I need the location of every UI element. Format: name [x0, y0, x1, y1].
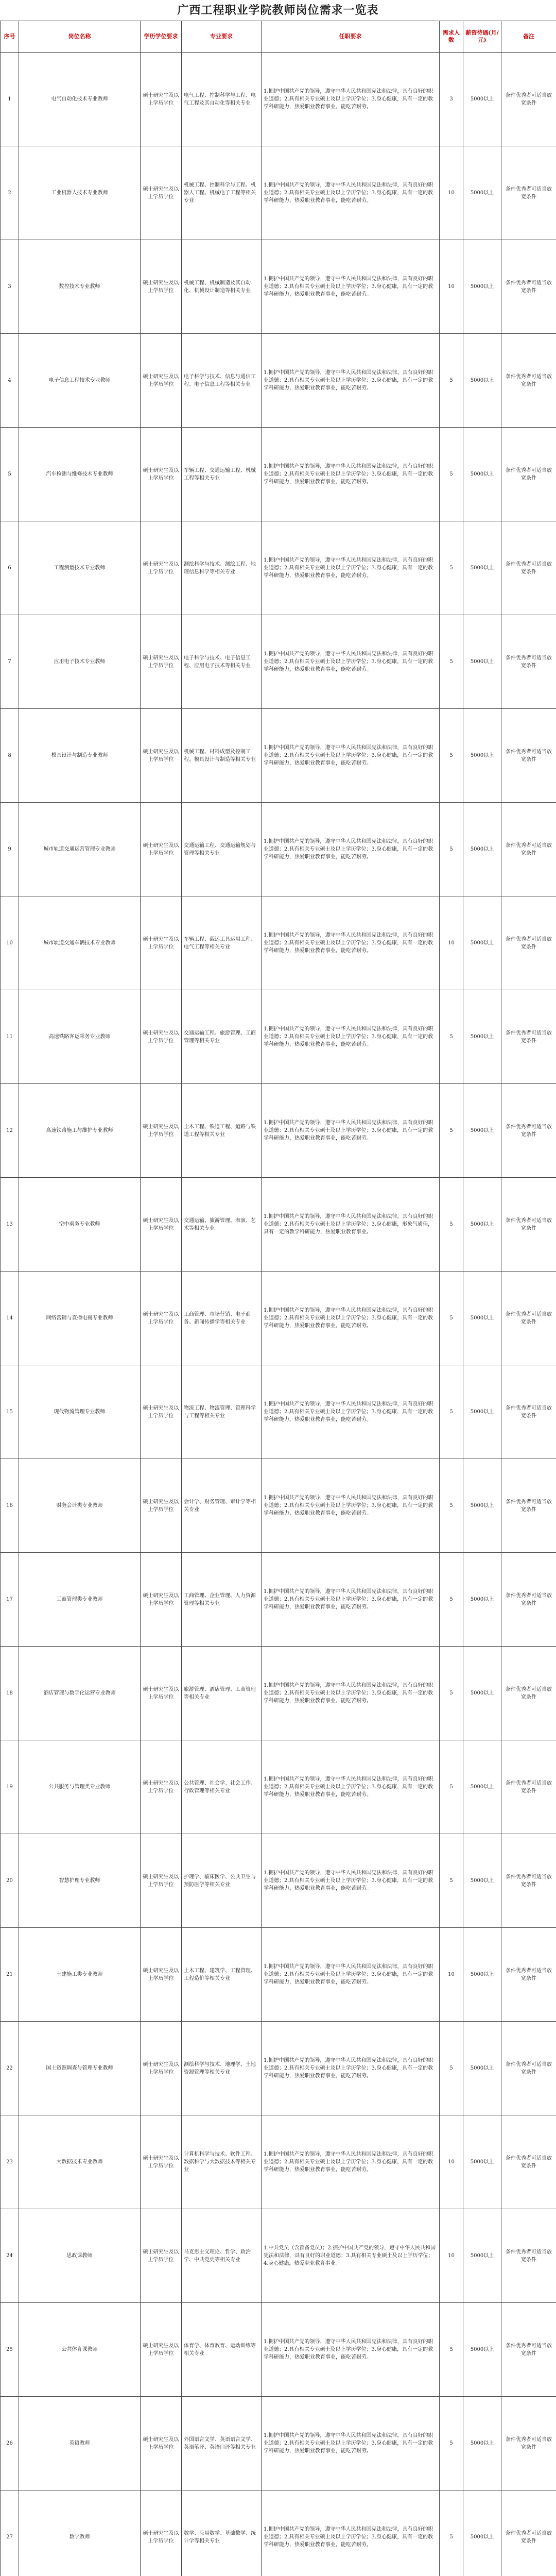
- cell-remark: 条件优秀者可适当放宽条件: [501, 2490, 556, 2576]
- cell-headcount: 5: [440, 1834, 463, 1928]
- cell-number: 14: [1, 1272, 19, 1365]
- cell-number: 19: [1, 1740, 19, 1834]
- cell-post: 大数据技术专业教师: [19, 2115, 141, 2209]
- cell-remark: 条件优秀者可适当放宽条件: [501, 1272, 556, 1365]
- cell-number: 1: [1, 53, 19, 146]
- cell-major: 外国语言文学、英语语言文学、英语笔译、英语口译等相关专业: [182, 2397, 262, 2490]
- cell-headcount: 5: [440, 1740, 463, 1834]
- cell-post: 城市轨道交通运营管理专业教师: [19, 803, 141, 896]
- cell-major: 体育学、体育教育、运动训练等相关专业: [182, 2303, 262, 2397]
- cell-post: 智慧护理专业教师: [19, 1834, 141, 1928]
- cell-post: 工程测量技术专业教师: [19, 521, 141, 615]
- cell-headcount: 5: [440, 2303, 463, 2397]
- table-row: [1, 1740, 556, 1834]
- cell-remark: 条件优秀者可适当放宽条件: [501, 1647, 556, 1740]
- cell-number: 24: [1, 2209, 19, 2303]
- table-row: [1, 1084, 556, 1178]
- table-row: [1, 2397, 556, 2490]
- cell-remark: 条件优秀者可适当放宽条件: [501, 896, 556, 990]
- cell-requirements: 1.拥护中国共产党的领导，遵守中华人民共和国宪法和法律，具有良好的职业道德；2.具有相关专业硕士及以上学历学位；3.身心健康，具有一定的教学科研能力，热爱职业教育事业，能吃苦耐劳。: [262, 2397, 440, 2490]
- cell-requirements: 1.拥护中国共产党的领导，遵守中华人民共和国宪法和法律，具有良好的职业道德；2.具有相关专业硕士及以上学历学位；3.身心健康，具有一定的教学科研能力，热爱职业教育事业，能吃苦耐劳。: [262, 1553, 440, 1647]
- cell-headcount: 5: [440, 990, 463, 1084]
- cell-headcount: 10: [440, 1928, 463, 2022]
- cell-post: 公共服务与管理类专业教师: [19, 1740, 141, 1834]
- cell-post: 土建施工类专业教师: [19, 1928, 141, 2022]
- cell-salary: 5000以上: [463, 240, 501, 334]
- cell-requirements: 1.拥护中国共产党的领导，遵守中华人民共和国宪法和法律，具有良好的职业道德；2.具有相关专业硕士及以上学历学位；3.身心健康，具有一定的教学科研能力，热爱职业教育事业，能吃苦耐劳。: [262, 1084, 440, 1178]
- cell-headcount: 5: [440, 521, 463, 615]
- cell-salary: 5000以上: [463, 896, 501, 990]
- cell-remark: 条件优秀者可适当放宽条件: [501, 1553, 556, 1647]
- cell-remark: 条件优秀者可适当放宽条件: [501, 709, 556, 803]
- cell-salary: 5000以上: [463, 1647, 501, 1740]
- cell-salary: 5000以上: [463, 990, 501, 1084]
- cell-post: 工商管理类专业教师: [19, 1553, 141, 1647]
- table-row: [1, 2209, 556, 2303]
- cell-post: 英语教师: [19, 2397, 141, 2490]
- cell-salary: 5000以上: [463, 1928, 501, 2022]
- cell-remark: 条件优秀者可适当放宽条件: [501, 1365, 556, 1459]
- cell-post: 电气自动化技术专业教师: [19, 53, 141, 146]
- cell-post: 思政课教师: [19, 2209, 141, 2303]
- table-row: [1, 1928, 556, 2022]
- cell-education: 硕士研究生及以上学历学位: [141, 1084, 182, 1178]
- cell-headcount: 10: [440, 2209, 463, 2303]
- cell-education: 硕士研究生及以上学历学位: [141, 1647, 182, 1740]
- cell-number: 9: [1, 803, 19, 896]
- cell-major: 测绘科学与技术、地理学、土地资源管理等相关专业: [182, 2022, 262, 2115]
- cell-major: 工商管理、企业管理、人力资源管理等相关专业: [182, 1553, 262, 1647]
- cell-remark: 条件优秀者可适当放宽条件: [501, 334, 556, 428]
- cell-headcount: 5: [440, 1553, 463, 1647]
- cell-education: 硕士研究生及以上学历学位: [141, 2490, 182, 2576]
- cell-number: 8: [1, 709, 19, 803]
- cell-salary: 5000以上: [463, 709, 501, 803]
- table-row: [1, 1272, 556, 1365]
- cell-education: 硕士研究生及以上学历学位: [141, 1272, 182, 1365]
- cell-requirements: 1.拥护中国共产党的领导，遵守中华人民共和国宪法和法律，具有良好的职业道德；2.具有相关专业硕士及以上学历学位；3.身心健康，具有一定的教学科研能力，热爱职业教育事业，能吃苦耐劳。: [262, 53, 440, 146]
- cell-requirements: 1.拥护中国共产党的领导，遵守中华人民共和国宪法和法律，具有良好的职业道德；2.具有相关专业硕士及以上学历学位；3.身心健康，具有一定的教学科研能力，热爱职业教育事业，能吃苦耐劳。: [262, 2490, 440, 2576]
- cell-salary: 5000以上: [463, 2209, 501, 2303]
- cell-headcount: 5: [440, 1365, 463, 1459]
- cell-education: 硕士研究生及以上学历学位: [141, 521, 182, 615]
- table-row: [1, 521, 556, 615]
- cell-requirements: 1.中共党员（含预备党员）；2.拥护中国共产党的领导，遵守中华人民共和国宪法和法律，具有良好的职业道德；3.具有相关专业硕士及以上学历学位；4.身心健康，热爱职业教育事业。: [262, 2209, 440, 2303]
- cell-number: 18: [1, 1647, 19, 1740]
- cell-remark: 条件优秀者可适当放宽条件: [501, 1178, 556, 1272]
- cell-salary: 5000以上: [463, 1459, 501, 1553]
- recruitment-table: [0, 21, 556, 2576]
- cell-major: 土木工程、建筑学、工程管理、工程造价等相关专业: [182, 1928, 262, 2022]
- cell-salary: 5000以上: [463, 521, 501, 615]
- cell-headcount: 5: [440, 1459, 463, 1553]
- cell-education: 硕士研究生及以上学历学位: [141, 1928, 182, 2022]
- cell-salary: 5000以上: [463, 1553, 501, 1647]
- cell-major: 数学、应用数学、基础数学、统计学等相关专业: [182, 2490, 262, 2576]
- cell-remark: 条件优秀者可适当放宽条件: [501, 2303, 556, 2397]
- table-row: [1, 896, 556, 990]
- cell-education: 硕士研究生及以上学历学位: [141, 2397, 182, 2490]
- cell-headcount: 5: [440, 1178, 463, 1272]
- cell-requirements: 1.拥护中国共产党的领导，遵守中华人民共和国宪法和法律，具有良好的职业道德；2.具有相关专业硕士及以上学历学位；3.身心健康，具有一定的教学科研能力，热爱职业教育事业，能吃苦耐劳。: [262, 2303, 440, 2397]
- table-row: [1, 240, 556, 334]
- header-cell-education: 学历学位要求: [141, 21, 182, 53]
- cell-education: 硕士研究生及以上学历学位: [141, 1365, 182, 1459]
- cell-remark: 条件优秀者可适当放宽条件: [501, 146, 556, 240]
- cell-number: 5: [1, 428, 19, 521]
- cell-major: 车辆工程、载运工具运用工程、电气工程等相关专业: [182, 896, 262, 990]
- cell-education: 硕士研究生及以上学历学位: [141, 2115, 182, 2209]
- cell-remark: 条件优秀者可适当放宽条件: [501, 2022, 556, 2115]
- cell-requirements: 1.拥护中国共产党的领导，遵守中华人民共和国宪法和法律，具有良好的职业道德；2.具有相关专业硕士及以上学历学位；3.身心健康，具有一定的教学科研能力，热爱职业教育事业，能吃苦耐劳。: [262, 1740, 440, 1834]
- cell-remark: 条件优秀者可适当放宽条件: [501, 1084, 556, 1178]
- cell-headcount: 5: [440, 334, 463, 428]
- cell-post: 高速铁路施工与维护专业教师: [19, 1084, 141, 1178]
- table-row: [1, 428, 556, 521]
- cell-number: 7: [1, 615, 19, 709]
- cell-headcount: 5: [440, 1272, 463, 1365]
- cell-post: 高速铁路客运乘务专业教师: [19, 990, 141, 1084]
- cell-requirements: 1.拥护中国共产党的领导，遵守中华人民共和国宪法和法律，具有良好的职业道德；2.具有相关专业硕士及以上学历学位；3.身心健康，具有一定的教学科研能力，热爱职业教育事业，能吃苦耐劳。: [262, 990, 440, 1084]
- table-row: [1, 1178, 556, 1272]
- cell-salary: 5000以上: [463, 1084, 501, 1178]
- cell-headcount: 5: [440, 2022, 463, 2115]
- cell-salary: 5000以上: [463, 2303, 501, 2397]
- cell-requirements: 1.拥护中国共产党的领导，遵守中华人民共和国宪法和法律，具有良好的职业道德；2.具有相关专业硕士及以上学历学位；3.身心健康，具有一定的教学科研能力，热爱职业教育事业，能吃苦耐劳。: [262, 428, 440, 521]
- header-cell-remark: 备注: [501, 21, 556, 53]
- header-cell-requirements: 任职要求: [262, 21, 440, 53]
- cell-salary: 5000以上: [463, 2490, 501, 2576]
- table-row: [1, 2115, 556, 2209]
- cell-requirements: 1.拥护中国共产党的领导，遵守中华人民共和国宪法和法律，具有良好的职业道德；2.具有相关专业硕士及以上学历学位；3.身心健康，具有一定的教学科研能力，热爱职业教育事业，能吃苦耐劳。: [262, 1647, 440, 1740]
- cell-education: 硕士研究生及以上学历学位: [141, 2303, 182, 2397]
- cell-education: 硕士研究生及以上学历学位: [141, 990, 182, 1084]
- cell-post: 电子信息工程技术专业教师: [19, 334, 141, 428]
- cell-major: 旅游管理、酒店管理、工商管理等相关专业: [182, 1647, 262, 1740]
- cell-headcount: 5: [440, 615, 463, 709]
- cell-number: 27: [1, 2490, 19, 2576]
- cell-education: 硕士研究生及以上学历学位: [141, 1740, 182, 1834]
- cell-post: 国土资源调查与管理专业教师: [19, 2022, 141, 2115]
- cell-post: 模具设计与制造专业教师: [19, 709, 141, 803]
- cell-education: 硕士研究生及以上学历学位: [141, 146, 182, 240]
- cell-number: 20: [1, 1834, 19, 1928]
- table-row: [1, 615, 556, 709]
- header-cell-salary: 薪资待遇(月/元): [463, 21, 501, 53]
- cell-education: 硕士研究生及以上学历学位: [141, 2022, 182, 2115]
- cell-major: 会计学、财务管理、审计学等相关专业: [182, 1459, 262, 1553]
- cell-headcount: 10: [440, 146, 463, 240]
- cell-number: 13: [1, 1178, 19, 1272]
- cell-salary: 5000以上: [463, 1178, 501, 1272]
- cell-number: 26: [1, 2397, 19, 2490]
- cell-salary: 5000以上: [463, 1740, 501, 1834]
- cell-headcount: 10: [440, 240, 463, 334]
- cell-major: 公共管理、社会学、社会工作、行政管理等相关专业: [182, 1740, 262, 1834]
- cell-salary: 5000以上: [463, 615, 501, 709]
- cell-major: 电子科学与技术、信息与通信工程、电子信息工程等相关专业: [182, 334, 262, 428]
- cell-education: 硕士研究生及以上学历学位: [141, 334, 182, 428]
- cell-remark: 条件优秀者可适当放宽条件: [501, 2397, 556, 2490]
- cell-headcount: 5: [440, 1647, 463, 1740]
- cell-post: 现代物流管理专业教师: [19, 1365, 141, 1459]
- cell-education: 硕士研究生及以上学历学位: [141, 1459, 182, 1553]
- cell-remark: 条件优秀者可适当放宽条件: [501, 615, 556, 709]
- cell-salary: 5000以上: [463, 803, 501, 896]
- cell-education: 硕士研究生及以上学历学位: [141, 1553, 182, 1647]
- cell-major: 机械工程、控制科学与工程、机器人工程、机械电子工程等相关专业: [182, 146, 262, 240]
- cell-major: 车辆工程、交通运输工程、机械工程等相关专业: [182, 428, 262, 521]
- table-row: [1, 53, 556, 146]
- cell-number: 11: [1, 990, 19, 1084]
- cell-salary: 5000以上: [463, 428, 501, 521]
- cell-remark: 条件优秀者可适当放宽条件: [501, 240, 556, 334]
- table-row: [1, 1834, 556, 1928]
- cell-requirements: 1.拥护中国共产党的领导，遵守中华人民共和国宪法和法律，具有良好的职业道德；2.具有相关专业硕士及以上学历学位；3.身心健康，形象气质佳，具有一定的教学科研能力，热爱职业教育事业。: [262, 1178, 440, 1272]
- table-row: [1, 2303, 556, 2397]
- cell-major: 测绘科学与技术、测绘工程、地理信息科学等相关专业: [182, 521, 262, 615]
- cell-education: 硕士研究生及以上学历学位: [141, 1834, 182, 1928]
- cell-salary: 5000以上: [463, 334, 501, 428]
- cell-number: 10: [1, 896, 19, 990]
- cell-requirements: 1.拥护中国共产党的领导，遵守中华人民共和国宪法和法律，具有良好的职业道德；2.具有相关专业硕士及以上学历学位；3.身心健康，具有一定的教学科研能力，热爱职业教育事业，能吃苦耐劳。: [262, 1272, 440, 1365]
- cell-major: 机械工程、机械制造及其自动化、机械设计制造等相关专业: [182, 240, 262, 334]
- table-row: [1, 2490, 556, 2576]
- header-cell-number: 序号: [1, 21, 19, 53]
- cell-salary: 5000以上: [463, 2022, 501, 2115]
- cell-post: 数控技术专业教师: [19, 240, 141, 334]
- header-row: [1, 21, 556, 53]
- cell-major: 电气工程、控制科学与工程、电气工程及其自动化等相关专业: [182, 53, 262, 146]
- cell-education: 硕士研究生及以上学历学位: [141, 709, 182, 803]
- cell-headcount: 5: [440, 1084, 463, 1178]
- header-cell-headcount: 需求人数: [440, 21, 463, 53]
- cell-requirements: 1.拥护中国共产党的领导，遵守中华人民共和国宪法和法律，具有良好的职业道德；2.具有相关专业硕士及以上学历学位；3.身心健康，具有一定的教学科研能力，热爱职业教育事业，能吃苦耐劳。: [262, 334, 440, 428]
- cell-number: 21: [1, 1928, 19, 2022]
- cell-major: 护理学、临床医学、公共卫生与预防医学等相关专业: [182, 1834, 262, 1928]
- cell-remark: 条件优秀者可适当放宽条件: [501, 1740, 556, 1834]
- cell-salary: 5000以上: [463, 1834, 501, 1928]
- table-row: [1, 1553, 556, 1647]
- table-row: [1, 1365, 556, 1459]
- page-title: 广西工程职业学院教师岗位需求一览表: [177, 4, 379, 17]
- table-row: [1, 1647, 556, 1740]
- cell-remark: 条件优秀者可适当放宽条件: [501, 1928, 556, 2022]
- cell-requirements: 1.拥护中国共产党的领导，遵守中华人民共和国宪法和法律，具有良好的职业道德；2.具有相关专业硕士及以上学历学位；3.身心健康，具有一定的教学科研能力，热爱职业教育事业，能吃苦耐劳。: [262, 615, 440, 709]
- cell-major: 马克思主义理论、哲学、政治学、中共党史等相关专业: [182, 2209, 262, 2303]
- cell-headcount: 5: [440, 2490, 463, 2576]
- cell-education: 硕士研究生及以上学历学位: [141, 896, 182, 990]
- table-row: [1, 803, 556, 896]
- cell-remark: 条件优秀者可适当放宽条件: [501, 428, 556, 521]
- cell-requirements: 1.拥护中国共产党的领导，遵守中华人民共和国宪法和法律，具有良好的职业道德；2.具有相关专业硕士及以上学历学位；3.身心健康，具有一定的教学科研能力，热爱职业教育事业，能吃苦耐劳。: [262, 1928, 440, 2022]
- cell-post: 网络营销与直播电商专业教师: [19, 1272, 141, 1365]
- table-header: [1, 21, 556, 53]
- cell-number: 6: [1, 521, 19, 615]
- table-row: [1, 1459, 556, 1553]
- cell-education: 硕士研究生及以上学历学位: [141, 53, 182, 146]
- cell-salary: 5000以上: [463, 2397, 501, 2490]
- cell-number: 4: [1, 334, 19, 428]
- cell-post: 数学教师: [19, 2490, 141, 2576]
- cell-headcount: 10: [440, 896, 463, 990]
- cell-salary: 5000以上: [463, 1365, 501, 1459]
- cell-major: 工商管理、市场营销、电子商务、新闻传播学等相关专业: [182, 1272, 262, 1365]
- cell-remark: 条件优秀者可适当放宽条件: [501, 53, 556, 146]
- cell-post: 公共体育课教师: [19, 2303, 141, 2397]
- cell-headcount: 5: [440, 709, 463, 803]
- cell-remark: 条件优秀者可适当放宽条件: [501, 1459, 556, 1553]
- cell-post: 应用电子技术专业教师: [19, 615, 141, 709]
- cell-headcount: 5: [440, 803, 463, 896]
- cell-headcount: 3: [440, 53, 463, 146]
- cell-number: 3: [1, 240, 19, 334]
- cell-education: 硕士研究生及以上学历学位: [141, 803, 182, 896]
- table-row: [1, 334, 556, 428]
- cell-major: 计算机科学与技术、软件工程、数据科学与大数据技术等相关专业: [182, 2115, 262, 2209]
- cell-requirements: 1.拥护中国共产党的领导，遵守中华人民共和国宪法和法律，具有良好的职业道德；2.具有相关专业硕士及以上学历学位；3.身心健康，具有一定的教学科研能力，热爱职业教育事业，能吃苦耐劳。: [262, 1459, 440, 1553]
- cell-number: 16: [1, 1459, 19, 1553]
- cell-post: 空中乘务专业教师: [19, 1178, 141, 1272]
- cell-requirements: 1.拥护中国共产党的领导，遵守中华人民共和国宪法和法律，具有良好的职业道德；2.具有相关专业硕士及以上学历学位；3.身心健康，具有一定的教学科研能力，热爱职业教育事业，能吃苦耐劳。: [262, 896, 440, 990]
- cell-number: 17: [1, 1553, 19, 1647]
- cell-number: 25: [1, 2303, 19, 2397]
- cell-major: 电子科学与技术、电子信息工程、应用电子技术等相关专业: [182, 615, 262, 709]
- cell-salary: 5000以上: [463, 146, 501, 240]
- cell-major: 交通运输工程、旅游管理、工商管理等相关专业: [182, 990, 262, 1084]
- cell-requirements: 1.拥护中国共产党的领导，遵守中华人民共和国宪法和法律，具有良好的职业道德；2.具有相关专业硕士及以上学历学位；3.身心健康，具有一定的教学科研能力，热爱职业教育事业，能吃苦耐劳。: [262, 803, 440, 896]
- cell-remark: 条件优秀者可适当放宽条件: [501, 2115, 556, 2209]
- cell-post: 工业机器人技术专业教师: [19, 146, 141, 240]
- cell-remark: 条件优秀者可适当放宽条件: [501, 2209, 556, 2303]
- cell-post: 酒店管理与数字化运营专业教师: [19, 1647, 141, 1740]
- table-row: [1, 709, 556, 803]
- cell-post: 城市轨道交通车辆技术专业教师: [19, 896, 141, 990]
- cell-number: 23: [1, 2115, 19, 2209]
- cell-headcount: 10: [440, 2115, 463, 2209]
- cell-remark: 条件优秀者可适当放宽条件: [501, 1834, 556, 1928]
- cell-requirements: 1.拥护中国共产党的领导，遵守中华人民共和国宪法和法律，具有良好的职业道德；2.具有相关专业硕士及以上学历学位；3.身心健康，具有一定的教学科研能力，热爱职业教育事业，能吃苦耐劳。: [262, 240, 440, 334]
- cell-post: 财务会计类专业教师: [19, 1459, 141, 1553]
- table-row: [1, 146, 556, 240]
- cell-requirements: 1.拥护中国共产党的领导，遵守中华人民共和国宪法和法律，具有良好的职业道德；2.具有相关专业硕士及以上学历学位；3.身心健康，具有一定的教学科研能力，热爱职业教育事业，能吃苦耐劳。: [262, 709, 440, 803]
- cell-post: 汽车检测与维修技术专业教师: [19, 428, 141, 521]
- header-cell-post: 岗位名称: [19, 21, 141, 53]
- cell-remark: 条件优秀者可适当放宽条件: [501, 521, 556, 615]
- cell-number: 2: [1, 146, 19, 240]
- cell-headcount: 5: [440, 2397, 463, 2490]
- cell-major: 机械工程、材料成型及控制工程、模具设计与制造等相关专业: [182, 709, 262, 803]
- table-body: [1, 53, 556, 2576]
- cell-requirements: 1.拥护中国共产党的领导，遵守中华人民共和国宪法和法律，具有良好的职业道德；2.具有相关专业硕士及以上学历学位；3.身心健康，具有一定的教学科研能力，热爱职业教育事业，能吃苦耐劳。: [262, 2022, 440, 2115]
- cell-number: 12: [1, 1084, 19, 1178]
- cell-requirements: 1.拥护中国共产党的领导，遵守中华人民共和国宪法和法律，具有良好的职业道德；2.具有相关专业硕士及以上学历学位；3.身心健康，具有一定的教学科研能力，热爱职业教育事业，能吃苦耐劳。: [262, 521, 440, 615]
- table-row: [1, 2022, 556, 2115]
- cell-number: 22: [1, 2022, 19, 2115]
- cell-education: 硕士研究生及以上学历学位: [141, 1178, 182, 1272]
- cell-major: 物流工程、物流管理、管理科学与工程等相关专业: [182, 1365, 262, 1459]
- cell-number: 15: [1, 1365, 19, 1459]
- cell-salary: 5000以上: [463, 1272, 501, 1365]
- cell-requirements: 1.拥护中国共产党的领导，遵守中华人民共和国宪法和法律，具有良好的职业道德；2.具有相关专业硕士及以上学历学位；3.身心健康，具有一定的教学科研能力，热爱职业教育事业，能吃苦耐劳。: [262, 1365, 440, 1459]
- header-cell-major: 专业要求: [182, 21, 262, 53]
- cell-salary: 5000以上: [463, 53, 501, 146]
- cell-major: 交通运输、旅游管理、表演、艺术等相关专业: [182, 1178, 262, 1272]
- cell-education: 硕士研究生及以上学历学位: [141, 240, 182, 334]
- cell-requirements: 1.拥护中国共产党的领导，遵守中华人民共和国宪法和法律，具有良好的职业道德；2.具有相关专业硕士及以上学历学位；3.身心健康，具有一定的教学科研能力，热爱职业教育事业，能吃苦耐劳。: [262, 2115, 440, 2209]
- cell-remark: 条件优秀者可适当放宽条件: [501, 990, 556, 1084]
- table-row: [1, 990, 556, 1084]
- cell-headcount: 5: [440, 428, 463, 521]
- cell-major: 土木工程、铁道工程、道路与铁道工程等相关专业: [182, 1084, 262, 1178]
- cell-education: 硕士研究生及以上学历学位: [141, 2209, 182, 2303]
- cell-requirements: 1.拥护中国共产党的领导，遵守中华人民共和国宪法和法律，具有良好的职业道德；2.具有相关专业硕士及以上学历学位；3.身心健康，具有一定的教学科研能力，热爱职业教育事业，能吃苦耐劳。: [262, 1834, 440, 1928]
- cell-remark: 条件优秀者可适当放宽条件: [501, 803, 556, 896]
- cell-education: 硕士研究生及以上学历学位: [141, 428, 182, 521]
- cell-salary: 5000以上: [463, 2115, 501, 2209]
- cell-requirements: 1.拥护中国共产党的领导，遵守中华人民共和国宪法和法律，具有良好的职业道德；2.具有相关专业硕士及以上学历学位；3.身心健康，具有一定的教学科研能力，热爱职业教育事业，能吃苦耐劳。: [262, 146, 440, 240]
- cell-education: 硕士研究生及以上学历学位: [141, 615, 182, 709]
- cell-major: 交通运输工程、交通运输规划与管理等相关专业: [182, 803, 262, 896]
